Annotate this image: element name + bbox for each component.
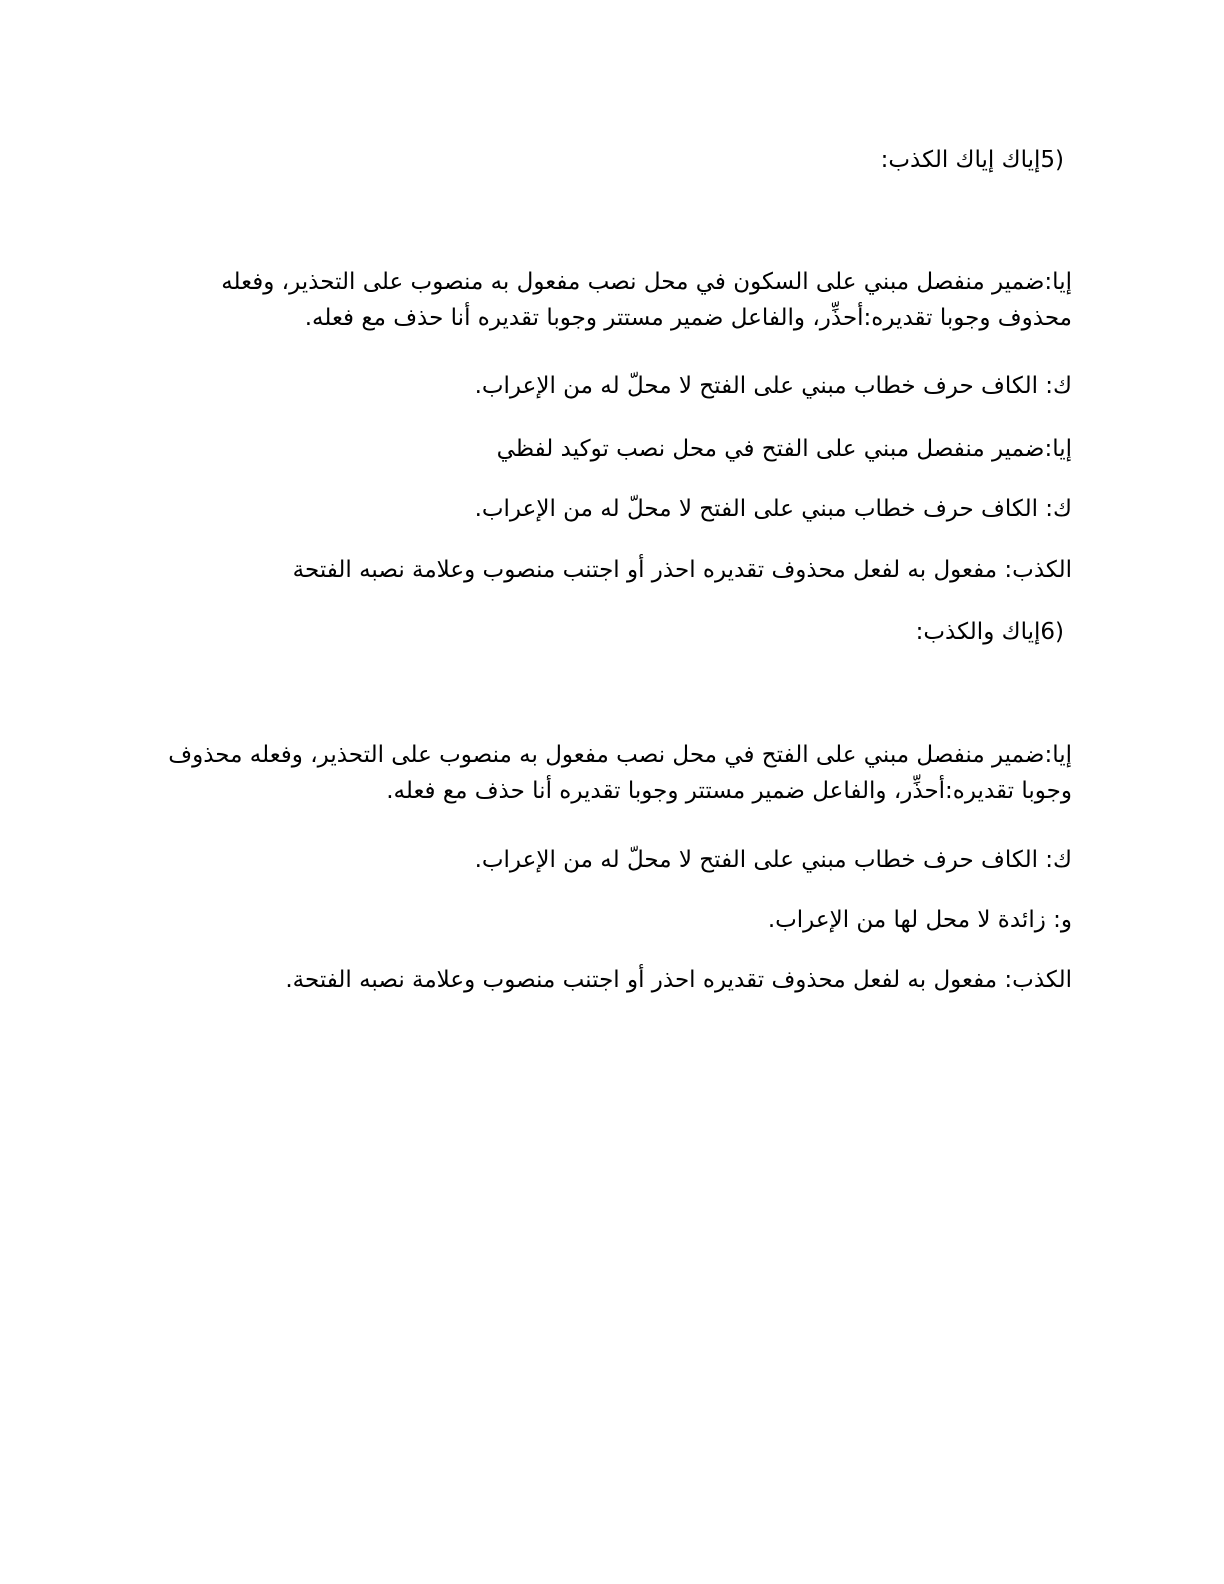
section-5-line-3: إيا:ضمير منفصل مبني على الفتح في محل نصب توكيد لفظي bbox=[496, 436, 1072, 462]
section-6-line-4: الكذب: مفعول به لفعل محذوف تقديره احذر أو اجتنب منصوب وعلامة نصبه الفتحة. bbox=[285, 967, 1072, 993]
section-6-line-3: و: زائدة لا محل لها من الإعراب. bbox=[767, 907, 1072, 933]
section-5-line-5: الكذب: مفعول به لفعل محذوف تقديره احذر أو اجتنب منصوب وعلامة نصبه الفتحة bbox=[292, 557, 1072, 583]
section-6-heading: (6إياك والكذب: bbox=[915, 619, 1064, 645]
section-5-heading: (5إياك إياك الكذب: bbox=[880, 147, 1064, 173]
section-6-paragraph-1: إيا:ضمير منفصل مبني على الفتح في محل نصب مفعول به منصوب على التحذير، وفعله محذوف وجوبا تقديره:أحذِّر، والفاعل ضمير مستتر وجوبا تقديره أنا حذف مع فعله. bbox=[168, 742, 1072, 804]
section-5-line-4: ك: الكاف حرف خطاب مبني على الفتح لا محلّ له من الإعراب. bbox=[474, 496, 1072, 522]
section-6-line-2: ك: الكاف حرف خطاب مبني على الفتح لا محلّ له من الإعراب. bbox=[474, 847, 1072, 873]
section-5-line-2: ك: الكاف حرف خطاب مبني على الفتح لا محلّ له من الإعراب. bbox=[474, 373, 1072, 399]
section-5-paragraph-1: إيا:ضمير منفصل مبني على السكون في محل نصب مفعول به منصوب على التحذير، وفعله محذوف وجوبا تقديره:أحذِّر، والفاعل ضمير مستتر وجوبا تقديره أنا حذف مع فعله. bbox=[221, 269, 1072, 331]
